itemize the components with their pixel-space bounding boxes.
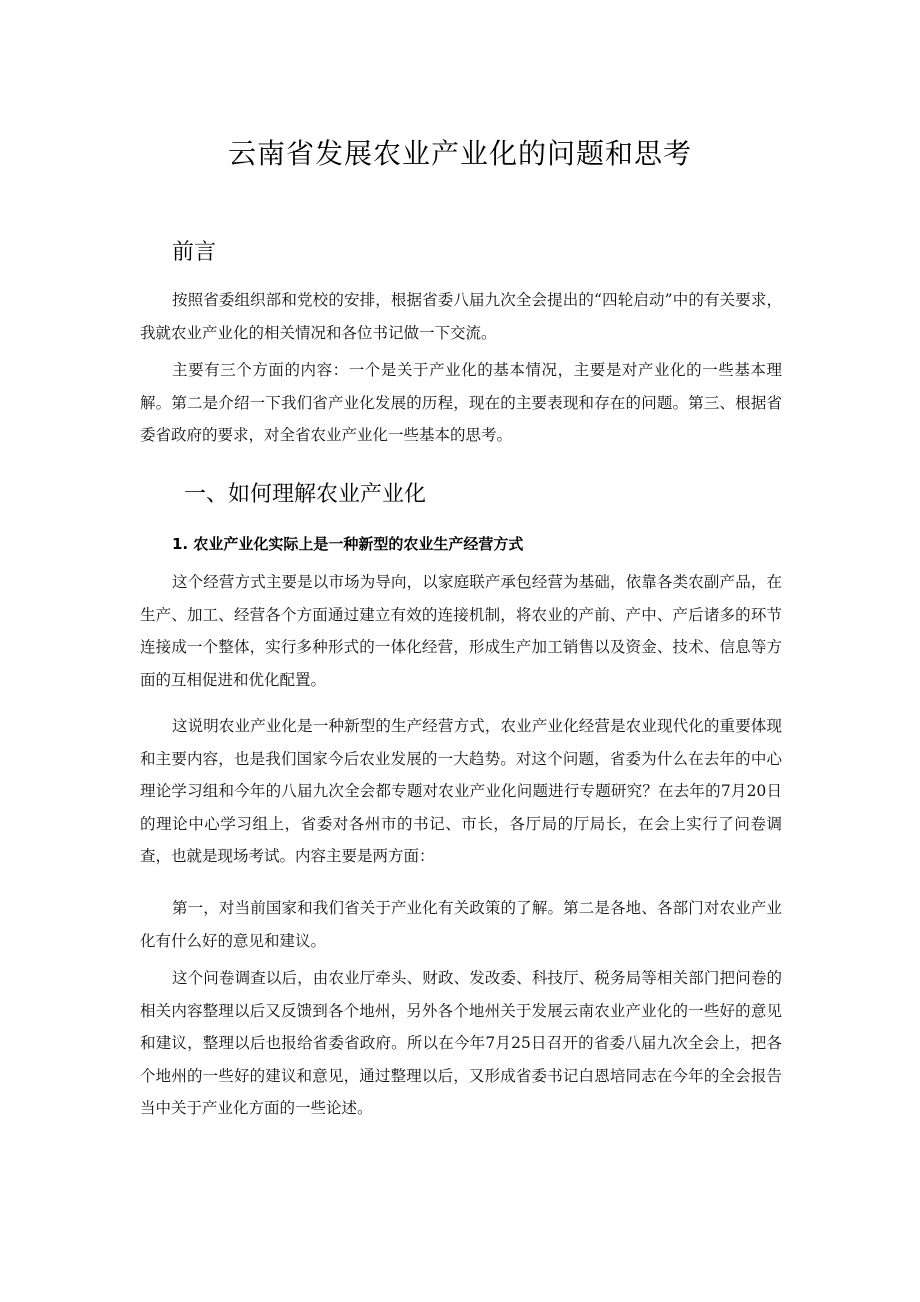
preface-paragraph-2: 主要有三个方面的内容：一个是关于产业化的基本情况，主要是对产业化的一些基本理解。第二是介绍一下我们省产业化发展的历程，现在的主要表现和存在的问题。第三、根据省委省政府的要求，对全省农业产业化一些基本的思考。	[140, 361, 782, 444]
section-1-paragraph-4: 这个问卷调查以后，由农业厅牵头、财政、发改委、科技厅、税务局等相关部门把问卷的相关内容整理以后又反馈到各个地州，另外各个地州关于发展云南农业产业化的一些好的意见和建议，整理以后也报给省委省政府。所以在今年7月25日召开的省委八届九次全会上，把各个地州的一些好的建议和意见，通过整理以后，又形成省委书记白恩培同志在今年的全会报告当中关于产业化方面的一些论述。	[140, 969, 782, 1117]
section-1-paragraph-1: 这个经营方式主要是以市场为导向，以家庭联产承包经营为基础，依靠各类农副产品，在生产、加工、经营各个方面通过建立有效的连接机制，将农业的产前、产中、产后诸多的环节连接成一个整体，实行多种形式的一体化经营，形成生产加工销售以及资金、技术、信息等方面的互相促进和优化配置。	[140, 573, 782, 689]
preface-paragraph-1: 按照省委组织部和党校的安排，根据省委八届九次全会提出的“四轮启动”中的有关要求，我就农业产业化的相关情况和各位书记做一下交流。	[140, 291, 782, 342]
section-1-paragraph-3: 第一，对当前国家和我们省关于产业化有关政策的了解。第二是各地、各部门对农业产业化有什么好的意见和建议。	[140, 899, 782, 950]
preface-heading: 前言	[172, 240, 217, 265]
section-1-heading: 一、如何理解农业产业化	[184, 482, 427, 507]
section-1-paragraph-2: 这说明农业产业化是一种新型的生产经营方式，农业产业化经营是农业现代化的重要体现和主要内容，也是我们国家今后农业发展的一大趋势。对这个问题，省委为什么在去年的中心理论学习组和今年的八届九次全会都专题对农业产业化问题进行专题研究？在去年的7月20日的理论中心学习组上，省委对各州市的书记、市长，各厅局的厅局长，在会上实行了问卷调查，也就是现场考试。内容主要是两方面：	[140, 717, 782, 865]
document-title: 云南省发展农业产业化的问题和思考	[227, 137, 692, 170]
subsection-1-heading: 1. 农业产业化实际上是一种新型的农业生产经营方式	[172, 535, 524, 553]
